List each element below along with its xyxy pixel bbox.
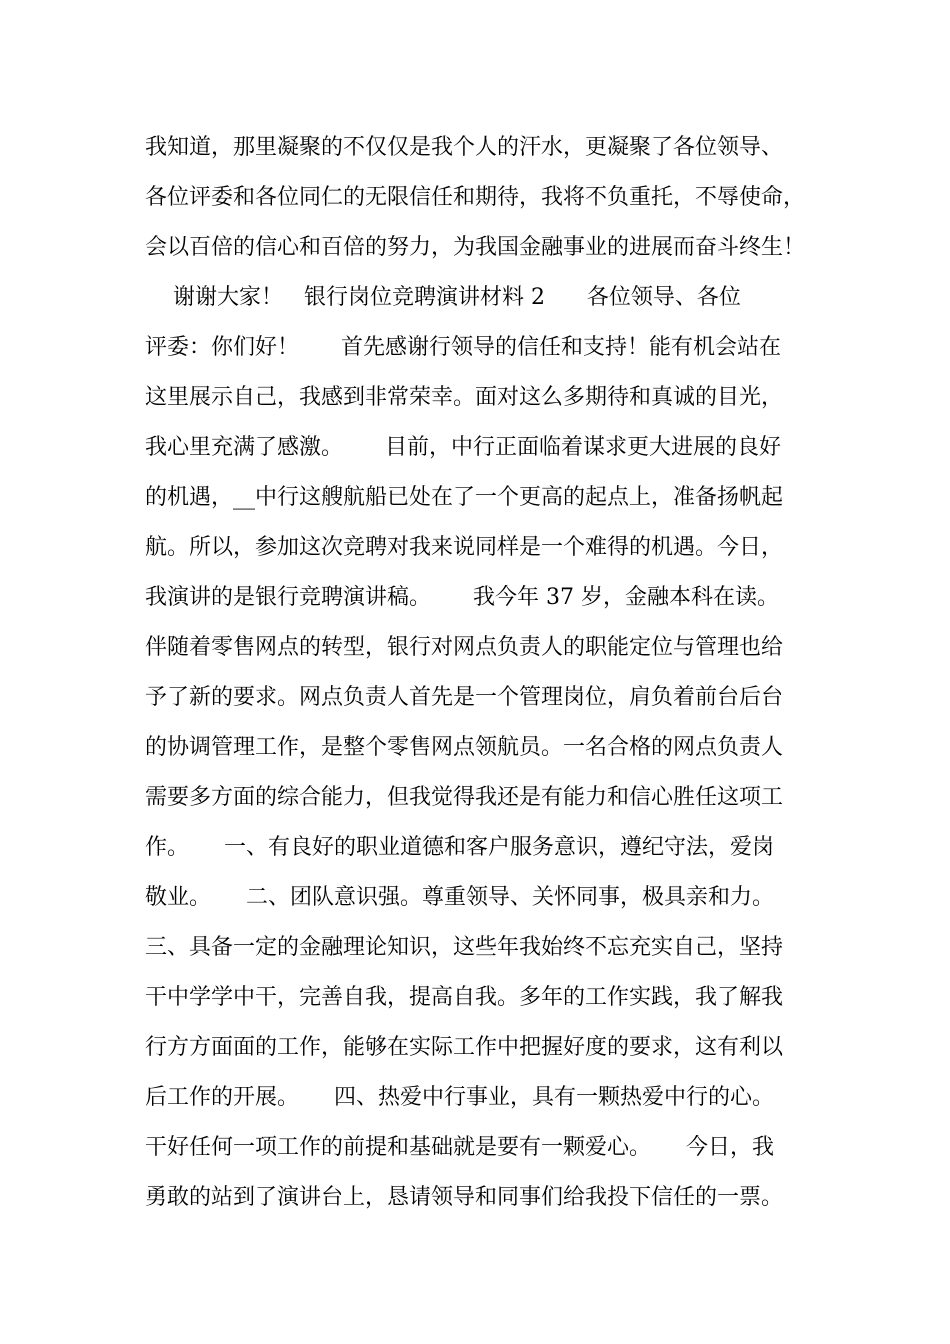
text-line: 干好任何一项工作的前提和基础就是要有一颗爱心。 今日，我 [145, 1135, 774, 1160]
text-line: 航。所以，参加这次竞聘对我来说同样是一个难得的机遇。今日， [145, 535, 784, 560]
text-line: 评委：你们好！ 首先感谢行领导的信任和支持！能有机会站在 [145, 335, 781, 360]
text-line: 我心里充满了感激。 目前，中行正面临着谋求更大进展的良好 [145, 435, 781, 460]
text-line: 三、具备一定的金融理论知识，这些年我始终不忘充实自己，坚持 [145, 935, 784, 960]
text-line: 作。 一、有良好的职业道德和客户服务意识，遵纪守法，爱岗 [145, 835, 774, 860]
text-line: 敬业。 二、团队意识强。尊重领导、关怀同事，极具亲和力。 [145, 885, 774, 910]
text-line: 这里展示自己，我感到非常荣幸。面对这么多期待和真诚的目光， [145, 385, 784, 410]
text-line: 干中学学中干，完善自我，提高自我。多年的工作实践，我了解我 [145, 985, 784, 1010]
text-line: 勇敢的站到了演讲台上，恳请领导和同事们给我投下信任的一票。 [145, 1185, 784, 1210]
text-line: 伴随着零售网点的转型，银行对网点负责人的职能定位与管理也给 [145, 635, 784, 660]
text-line: 的机遇，__中行这艘航船已处在了一个更高的起点上，准备扬帆起 [145, 485, 784, 510]
text-line: 谢谢大家！ 银行岗位竞聘演讲材料 2 各位领导、各位 [145, 285, 741, 310]
text-line: 会以百倍的信心和百倍的努力，为我国金融事业的进展而奋斗终生！ [145, 235, 806, 260]
text-line: 各位评委和各位同仁的无限信任和期待，我将不负重托，不辱使命， [145, 185, 806, 210]
text-line: 行方方面面的工作，能够在实际工作中把握好度的要求，这有利以 [145, 1035, 784, 1060]
text-line: 我演讲的是银行竞聘演讲稿。 我今年 37 岁，金融本科在读。 [145, 585, 779, 610]
text-line: 需要多方面的综合能力，但我觉得我还是有能力和信心胜任这项工 [145, 785, 784, 810]
text-line: 我知道，那里凝聚的不仅仅是我个人的汗水，更凝聚了各位领导、 [145, 135, 784, 160]
text-line: 的协调管理工作，是整个零售网点领航员。一名合格的网点负责人 [145, 735, 784, 760]
text-line: 予了新的要求。网点负责人首先是一个管理岗位，肩负着前台后台 [145, 685, 784, 710]
text-line: 后工作的开展。 四、热爱中行事业，具有一颗热爱中行的心。 [145, 1085, 774, 1110]
body-text [145, 123, 815, 1223]
